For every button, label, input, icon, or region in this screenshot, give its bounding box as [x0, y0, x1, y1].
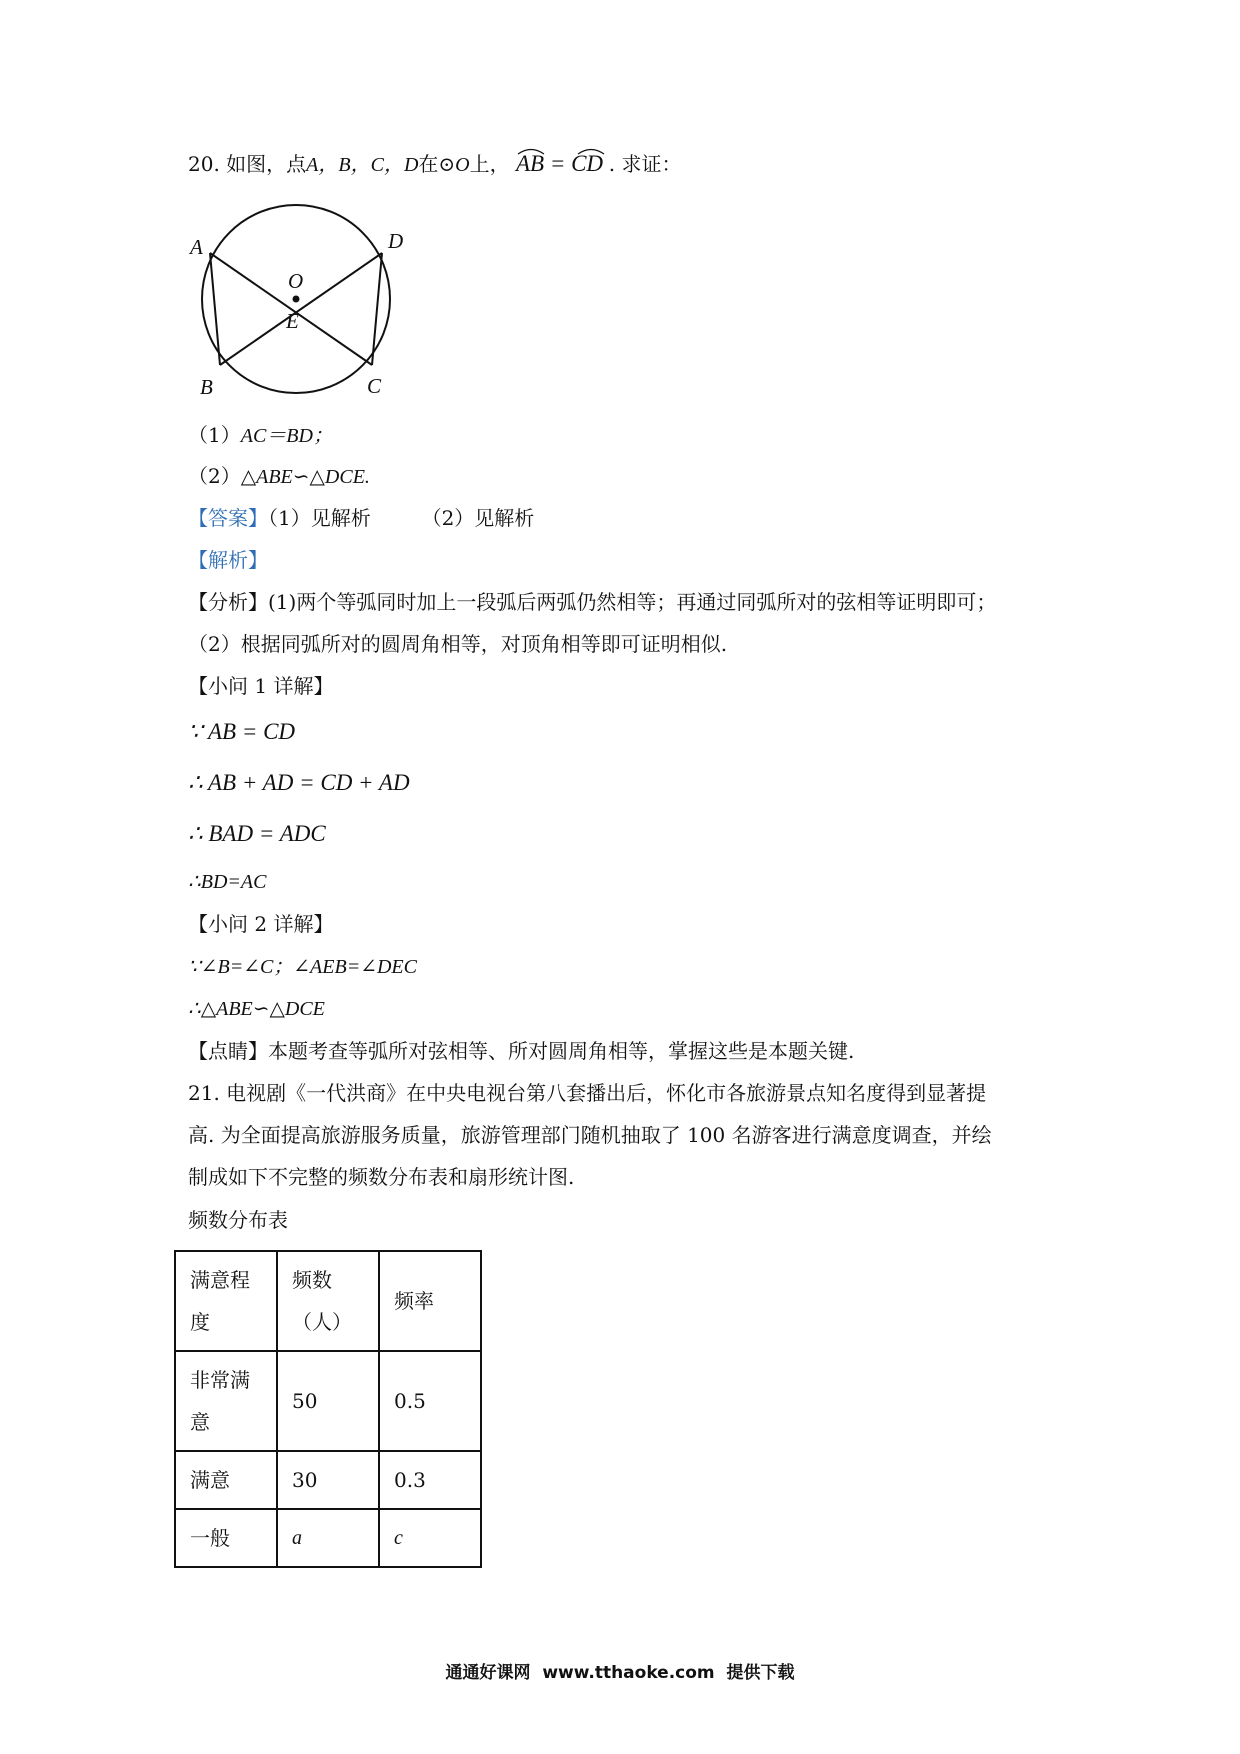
table-row [175, 1351, 481, 1451]
sub1-step3: ∴ BAD = ADC [188, 821, 326, 846]
cell-level: 一般 [175, 1509, 277, 1567]
circle-diagram [186, 198, 416, 408]
sub1-title: 【小问 1 详解】 [188, 674, 334, 698]
table-title: 频数分布表 [188, 1208, 288, 1232]
header-count: 频数 （人） [277, 1251, 379, 1351]
q21-line1: 21. 电视剧《一代洪商》在中央电视台第八套播出后，怀化市各旅游景点知名度得到显著提 [188, 1081, 987, 1105]
arc-marks [516, 145, 616, 155]
q20-circle-name: O [455, 154, 470, 176]
q20-part2: （2）△ABE∽△DCE. [188, 464, 370, 488]
q20-given: AB = CD [516, 151, 609, 176]
analysis-label: 【解析】 [188, 548, 268, 572]
sub2-title: 【小问 2 详解】 [188, 912, 334, 936]
q20-points: A，B，C，D [306, 154, 419, 176]
sub1-step2: ∴ AB + AD = CD + AD [188, 770, 410, 795]
label-e: E [286, 309, 299, 333]
q21-line3: 制成如下不完整的频数分布表和扇形统计图. [188, 1165, 575, 1189]
header-rate: 频率 [379, 1251, 481, 1351]
table-row [175, 1509, 481, 1567]
sub2-step1: ∵∠B=∠C；∠AEB=∠DEC [188, 956, 417, 978]
q21-line2: 高. 为全面提高旅游服务质量，旅游管理部门随机抽取了 100 名游客进行满意度调查，并绘 [188, 1123, 992, 1147]
table-row [175, 1451, 481, 1509]
q20-on: 上， [469, 152, 510, 176]
sub2-step2: ∴△ABE∽△DCE [188, 998, 325, 1020]
analysis-line2: （2）根据同弧所对的圆周角相等，对顶角相等即可证明相似. [188, 632, 728, 656]
sub1-step4: ∴BD=AC [188, 871, 267, 893]
frequency-table [174, 1250, 482, 1568]
answer-label: 【答案】 [188, 506, 268, 530]
cell-count: 30 [277, 1451, 379, 1509]
cell-level: 满意 [175, 1451, 277, 1509]
answer-line [188, 504, 534, 532]
q20-part1: （1）AC＝BD； [188, 423, 333, 447]
label-a: A [190, 235, 203, 259]
q20-prefix: 20. 如图，点 [188, 152, 307, 176]
analysis-line1: 【分析】(1)两个等弧同时加上一段弧后两弧仍然相等；再通过同弧所对的弦相等证明即可； [188, 590, 997, 614]
cell-rate: 0.5 [379, 1351, 481, 1451]
page-footer: 通通好课网 www.tthaoke.com 提供下载 [445, 1663, 795, 1683]
label-c: C [367, 374, 382, 398]
cell-count: 50 [277, 1351, 379, 1451]
circle-figure [186, 198, 416, 408]
comment-line: 【点睛】本题考查等弧所对弦相等、所对圆周角相等，掌握这些是本题关键. [188, 1039, 855, 1063]
q20-on-circle: 在⊙ [418, 152, 456, 176]
label-b: B [200, 375, 213, 399]
sub1-step1: ∵ AB = CD [188, 719, 296, 744]
cell-count: a [277, 1509, 379, 1567]
answer-text: （1）见解析 （2）见解析 [268, 506, 535, 530]
q20-stem [188, 150, 682, 179]
cell-rate: 0.3 [379, 1451, 481, 1509]
q20-suffix: . 求证： [608, 152, 682, 176]
label-o: O [288, 269, 304, 293]
center-dot [293, 296, 300, 303]
cell-rate: c [379, 1509, 481, 1567]
cell-level: 非常满 意 [175, 1351, 277, 1451]
header-level: 满意程 度 [175, 1251, 277, 1351]
label-d: D [388, 229, 404, 253]
table-header-row [175, 1251, 481, 1351]
